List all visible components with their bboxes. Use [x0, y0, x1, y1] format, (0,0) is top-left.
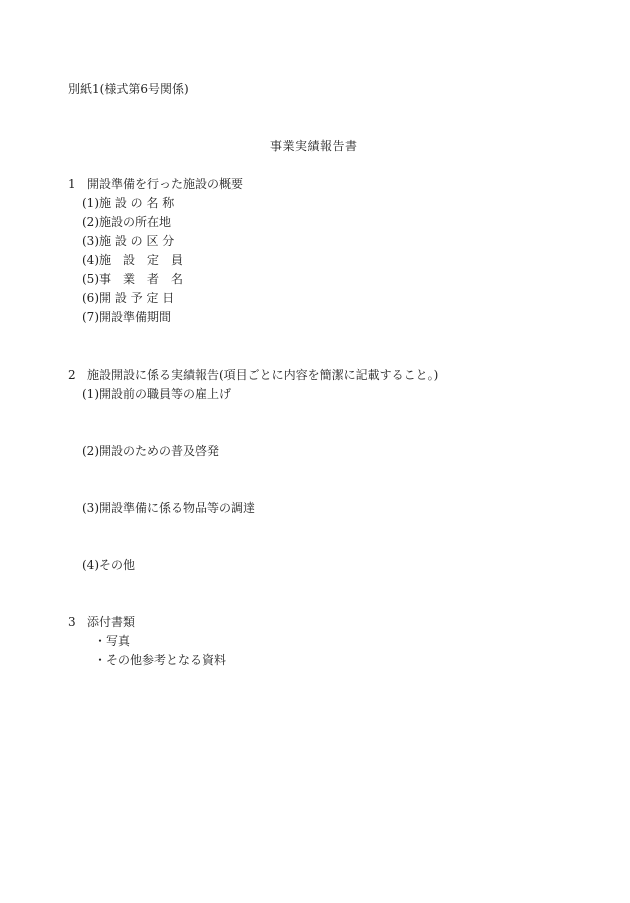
section-1-item: (1)施 設 の 名 称 — [82, 196, 175, 210]
section-number: 1 — [68, 177, 76, 191]
section-2-heading — [68, 369, 438, 381]
section-1-item: (3)施 設 の 区 分 — [82, 234, 175, 248]
attachment-item: ・写真 — [94, 634, 131, 648]
section-1-item: (4)施 設 定 員 — [82, 253, 183, 267]
section-heading-text: 開設準備を行った施設の概要 — [87, 177, 244, 191]
section-2-item: (1)開設前の職員等の雇上げ — [82, 387, 231, 401]
section-1-item: (5)事 業 者 名 — [82, 272, 183, 286]
attachment-item: ・その他参考となる資料 — [94, 653, 227, 667]
document-title: 事業実績報告書 — [270, 139, 358, 153]
section-heading-text: 添付書類 — [87, 615, 136, 629]
section-1-item: (6)開 設 予 定 日 — [82, 291, 175, 305]
section-2-item: (2)開設のための普及啓発 — [82, 444, 219, 458]
section-2-item: (4)その他 — [82, 558, 135, 572]
section-number: 2 — [68, 368, 76, 382]
section-1-item: (7)開設準備期間 — [82, 310, 171, 324]
section-2-item: (3)開設準備に係る物品等の調達 — [82, 501, 255, 515]
form-reference: 別紙1(様式第6号関係) — [68, 82, 189, 96]
section-1-item: (2)施設の所在地 — [82, 215, 171, 229]
section-3-heading — [68, 616, 135, 628]
section-1-heading — [68, 178, 243, 190]
section-number: 3 — [68, 615, 76, 629]
section-heading-text: 施設開設に係る実績報告(項目ごとに内容を簡潔に記載すること。) — [87, 368, 439, 382]
